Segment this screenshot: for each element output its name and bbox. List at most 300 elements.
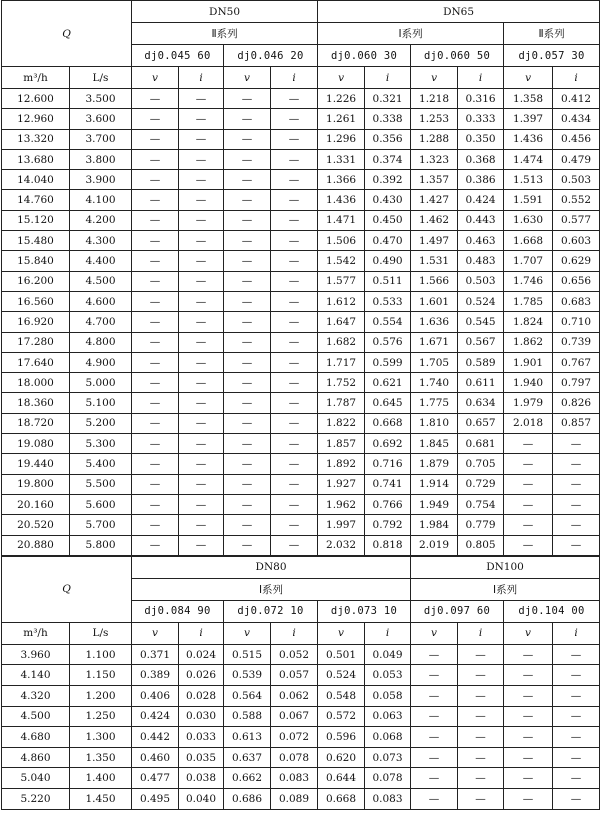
table-cell: 0.083 <box>271 768 318 789</box>
table-cell: 12.960 <box>2 109 70 129</box>
table-cell: 1.879 <box>411 454 458 474</box>
table-cell: 0.068 <box>365 727 411 748</box>
table-cell: 0.083 <box>365 788 411 809</box>
table-cell: 0.035 <box>179 747 224 768</box>
table-cell: 0.576 <box>365 332 411 352</box>
table-cell: — <box>132 494 179 514</box>
table-cell: — <box>179 170 224 190</box>
gradient-label: i <box>553 622 600 644</box>
diameter-label: dj0.104 00 <box>504 600 600 622</box>
table-cell: — <box>132 393 179 413</box>
table-cell: — <box>504 727 553 748</box>
table-cell: — <box>224 535 271 555</box>
table-cell: 0.424 <box>458 190 504 210</box>
table-cell: 0.603 <box>553 231 600 251</box>
table-cell: — <box>271 129 318 149</box>
table-cell: — <box>132 515 179 535</box>
table-row <box>2 231 600 251</box>
table-row <box>2 788 600 809</box>
table-cell: — <box>132 413 179 433</box>
table-row <box>2 474 600 494</box>
table-cell: — <box>504 454 553 474</box>
diameter-label: dj0.072 10 <box>224 600 318 622</box>
table-cell: 1.862 <box>504 332 553 352</box>
table-cell: 0.779 <box>458 515 504 535</box>
table-cell: 20.160 <box>2 494 70 514</box>
table-row <box>2 170 600 190</box>
table-cell: — <box>458 747 504 768</box>
table-cell: — <box>553 788 600 809</box>
diameter-label: dj0.060 30 <box>318 45 411 67</box>
table-cell: 1.577 <box>318 271 365 291</box>
table-cell: 0.656 <box>553 271 600 291</box>
table-cell: 0.539 <box>224 665 271 686</box>
table-cell: — <box>179 231 224 251</box>
table-cell: — <box>553 535 600 555</box>
table-cell: 0.456 <box>553 129 600 149</box>
table-cell: — <box>504 535 553 555</box>
table-cell: 1.775 <box>411 393 458 413</box>
table-cell: — <box>224 231 271 251</box>
table-cell: 0.450 <box>365 210 411 230</box>
table-cell: 0.596 <box>318 727 365 748</box>
table-cell: 1.707 <box>504 251 553 271</box>
table-cell: — <box>271 535 318 555</box>
table-row <box>2 271 600 291</box>
table-cell: — <box>271 210 318 230</box>
diameter-label: dj0.046 20 <box>224 45 318 67</box>
table-cell: 1.462 <box>411 210 458 230</box>
table-cell: 4.140 <box>2 665 70 686</box>
table-row <box>2 312 600 332</box>
table-cell: — <box>271 109 318 129</box>
table-row <box>2 251 600 271</box>
table-cell: 1.949 <box>411 494 458 514</box>
table-cell: 0.024 <box>179 644 224 665</box>
table-cell: — <box>132 89 179 109</box>
table-cell: — <box>179 210 224 230</box>
velocity-label: v <box>504 622 553 644</box>
table-cell: — <box>132 291 179 311</box>
table-cell: 0.053 <box>365 665 411 686</box>
table-cell: 0.477 <box>132 768 179 789</box>
table-body <box>2 89 600 556</box>
table-cell: — <box>458 686 504 707</box>
table-cell: — <box>411 644 458 665</box>
table-cell: — <box>179 129 224 149</box>
table-cell: — <box>224 89 271 109</box>
flow-label: Q <box>2 1 132 67</box>
table-cell: — <box>179 312 224 332</box>
table-cell: 13.320 <box>2 129 70 149</box>
series-label: Ⅰ系列 <box>411 578 600 600</box>
table-cell: — <box>553 515 600 535</box>
table-cell: 0.644 <box>318 768 365 789</box>
table-row <box>2 291 600 311</box>
table-cell: 0.511 <box>365 271 411 291</box>
table-cell: — <box>504 788 553 809</box>
table-cell: — <box>179 251 224 271</box>
table-cell: 1.358 <box>504 89 553 109</box>
table-cell: — <box>132 535 179 555</box>
table-cell: — <box>411 665 458 686</box>
table-cell: — <box>504 768 553 789</box>
table-row <box>2 109 600 129</box>
table-cell: 1.474 <box>504 149 553 169</box>
table-row <box>2 352 600 372</box>
table-cell: 5.220 <box>2 788 70 809</box>
velocity-label: v <box>411 622 458 644</box>
table-cell: 0.716 <box>365 454 411 474</box>
table-cell: 0.406 <box>132 686 179 707</box>
table-cell: 19.800 <box>2 474 70 494</box>
series-label: Ⅱ系列 <box>504 23 600 45</box>
table-row <box>2 665 600 686</box>
table-cell: 1.997 <box>318 515 365 535</box>
table-cell: — <box>179 149 224 169</box>
table-cell: 0.026 <box>179 665 224 686</box>
table-cell: — <box>553 644 600 665</box>
series-label: Ⅰ系列 <box>132 578 411 600</box>
table-cell: 0.078 <box>271 747 318 768</box>
group-dn50: DN50 <box>132 1 318 23</box>
table-row <box>2 434 600 454</box>
table-cell: — <box>504 686 553 707</box>
table-cell: 19.440 <box>2 454 70 474</box>
table-cell: — <box>132 129 179 149</box>
table-cell: 1.100 <box>70 644 132 665</box>
table-cell: — <box>132 149 179 169</box>
table-cell: — <box>553 434 600 454</box>
table-cell: — <box>132 210 179 230</box>
table-cell: 1.822 <box>318 413 365 433</box>
diameter-label: dj0.097 60 <box>411 600 504 622</box>
table-cell: 0.333 <box>458 109 504 129</box>
flow-label: Q <box>2 556 132 622</box>
table-cell: — <box>553 665 600 686</box>
gradient-label: i <box>271 67 318 89</box>
diameter-label: dj0.073 10 <box>318 600 411 622</box>
table-cell: 1.810 <box>411 413 458 433</box>
table-cell: — <box>271 515 318 535</box>
table-cell: 0.479 <box>553 149 600 169</box>
table-row <box>2 190 600 210</box>
table-cell: — <box>179 291 224 311</box>
table-cell: — <box>271 494 318 514</box>
table-row <box>2 727 600 748</box>
table-cell: 1.350 <box>70 747 132 768</box>
table-cell: 5.300 <box>70 434 132 454</box>
table-cell: 1.226 <box>318 89 365 109</box>
table-cell: — <box>271 373 318 393</box>
table-cell: 0.645 <box>365 393 411 413</box>
table-cell: 1.927 <box>318 474 365 494</box>
table-cell: 5.800 <box>70 535 132 555</box>
table-cell: 1.497 <box>411 231 458 251</box>
group-header-row <box>2 1 600 23</box>
table-cell: — <box>458 727 504 748</box>
unit-header-row <box>2 622 600 644</box>
table-cell: 0.620 <box>318 747 365 768</box>
table-cell: 0.338 <box>365 109 411 129</box>
table-cell: — <box>179 190 224 210</box>
gradient-label: i <box>365 622 411 644</box>
table-cell: 0.683 <box>553 291 600 311</box>
table-cell: 0.662 <box>224 768 271 789</box>
table-cell: — <box>179 494 224 514</box>
table-row <box>2 515 600 535</box>
table-cell: 18.000 <box>2 373 70 393</box>
diameter-label: dj0.060 50 <box>411 45 504 67</box>
table-cell: 0.490 <box>365 251 411 271</box>
table-cell: — <box>271 251 318 271</box>
table-cell: — <box>458 644 504 665</box>
table-cell: 18.360 <box>2 393 70 413</box>
gradient-label: i <box>271 622 318 644</box>
table-cell: 0.567 <box>458 332 504 352</box>
diameter-label: dj0.045 60 <box>132 45 224 67</box>
table-cell: 1.218 <box>411 89 458 109</box>
table-cell: 0.668 <box>365 413 411 433</box>
table-cell: — <box>504 515 553 535</box>
table-cell: 1.436 <box>318 190 365 210</box>
table-cell: 1.647 <box>318 312 365 332</box>
table-cell: 0.483 <box>458 251 504 271</box>
table-cell: — <box>224 291 271 311</box>
table-cell: 0.767 <box>553 352 600 372</box>
table-row <box>2 89 600 109</box>
table-cell: — <box>224 494 271 514</box>
table-cell: 1.366 <box>318 170 365 190</box>
table-cell: 0.371 <box>132 644 179 665</box>
table-cell: — <box>179 352 224 372</box>
table-cell: 0.754 <box>458 494 504 514</box>
table-cell: 1.892 <box>318 454 365 474</box>
table-cell: 1.150 <box>70 665 132 686</box>
table-cell: 0.089 <box>271 788 318 809</box>
table-cell: — <box>271 474 318 494</box>
table-cell: 0.621 <box>365 373 411 393</box>
velocity-label: v <box>411 67 458 89</box>
table-cell: 0.058 <box>365 686 411 707</box>
table-cell: 0.548 <box>318 686 365 707</box>
table-cell: — <box>504 474 553 494</box>
table-cell: 1.612 <box>318 291 365 311</box>
table-cell: — <box>132 434 179 454</box>
table-cell: — <box>271 454 318 474</box>
table-cell: 0.442 <box>132 727 179 748</box>
table-cell: 0.577 <box>553 210 600 230</box>
table-cell: 0.062 <box>271 686 318 707</box>
table-cell: 2.019 <box>411 535 458 555</box>
table-cell: — <box>224 170 271 190</box>
table-cell: 17.280 <box>2 332 70 352</box>
table-cell: 0.052 <box>271 644 318 665</box>
table-cell: — <box>271 291 318 311</box>
table-cell: 0.564 <box>224 686 271 707</box>
table-cell: 0.826 <box>553 393 600 413</box>
table-cell: — <box>132 231 179 251</box>
table-cell: — <box>132 332 179 352</box>
table-cell: — <box>224 149 271 169</box>
table-cell: 4.900 <box>70 352 132 372</box>
table-cell: 0.710 <box>553 312 600 332</box>
table-cell: — <box>179 535 224 555</box>
table-cell: 0.589 <box>458 352 504 372</box>
table-cell: 0.412 <box>553 89 600 109</box>
table-row <box>2 747 600 768</box>
table-cell: 4.680 <box>2 727 70 748</box>
table-cell: 3.800 <box>70 149 132 169</box>
table-row <box>2 149 600 169</box>
table-cell: 1.824 <box>504 312 553 332</box>
table-cell: — <box>132 251 179 271</box>
table-cell: 0.424 <box>132 706 179 727</box>
table-cell: 0.766 <box>365 494 411 514</box>
table-cell: 1.901 <box>504 352 553 372</box>
table-cell: — <box>553 686 600 707</box>
table-cell: — <box>271 312 318 332</box>
table-cell: 3.900 <box>70 170 132 190</box>
table-cell: 20.880 <box>2 535 70 555</box>
table-cell: — <box>224 271 271 291</box>
table-cell: 5.700 <box>70 515 132 535</box>
table-cell: 1.914 <box>411 474 458 494</box>
table-cell: 0.545 <box>458 312 504 332</box>
table-cell: 1.261 <box>318 109 365 129</box>
table-cell: — <box>458 665 504 686</box>
table-cell: 4.700 <box>70 312 132 332</box>
table-cell: 1.200 <box>70 686 132 707</box>
table-cell: 0.067 <box>271 706 318 727</box>
table-cell: — <box>179 89 224 109</box>
table-cell: 4.600 <box>70 291 132 311</box>
table-cell: 1.940 <box>504 373 553 393</box>
table-cell: 1.857 <box>318 434 365 454</box>
unit-m3h: m³/h <box>2 622 70 644</box>
table-cell: — <box>504 434 553 454</box>
table-cell: 4.100 <box>70 190 132 210</box>
table-cell: — <box>271 271 318 291</box>
table-cell: — <box>224 312 271 332</box>
table-cell: — <box>271 170 318 190</box>
table-cell: 5.100 <box>70 393 132 413</box>
table-cell: 1.397 <box>504 109 553 129</box>
table-cell: 0.629 <box>553 251 600 271</box>
table-cell: — <box>224 332 271 352</box>
table-cell: — <box>504 665 553 686</box>
table-cell: — <box>458 706 504 727</box>
table-cell: 0.495 <box>132 788 179 809</box>
table-cell: — <box>132 271 179 291</box>
table-cell: — <box>224 454 271 474</box>
table-cell: — <box>179 515 224 535</box>
table-cell: 14.760 <box>2 190 70 210</box>
table-cell: — <box>224 129 271 149</box>
table-row <box>2 644 600 665</box>
table-cell: 3.960 <box>2 644 70 665</box>
table-row <box>2 686 600 707</box>
table-row <box>2 413 600 433</box>
table-cell: 15.480 <box>2 231 70 251</box>
unit-m3h: m³/h <box>2 67 70 89</box>
table-cell: 16.200 <box>2 271 70 291</box>
diameter-label: dj0.084 90 <box>132 600 224 622</box>
table-cell: — <box>132 454 179 474</box>
table-cell: 4.320 <box>2 686 70 707</box>
table-row <box>2 210 600 230</box>
table-cell: 1.400 <box>70 768 132 789</box>
table-cell: — <box>179 373 224 393</box>
gradient-label: i <box>458 622 504 644</box>
table-cell: 1.752 <box>318 373 365 393</box>
table-cell: — <box>504 706 553 727</box>
table-cell: 1.288 <box>411 129 458 149</box>
table-cell: 0.392 <box>365 170 411 190</box>
table-cell: — <box>271 149 318 169</box>
table-cell: — <box>271 332 318 352</box>
table-cell: 0.729 <box>458 474 504 494</box>
table-cell: 0.705 <box>458 454 504 474</box>
table-cell: 3.600 <box>70 109 132 129</box>
gradient-label: i <box>365 67 411 89</box>
table-cell: 4.800 <box>70 332 132 352</box>
table-cell: 1.740 <box>411 373 458 393</box>
table-cell: — <box>553 706 600 727</box>
table-cell: — <box>224 373 271 393</box>
table-cell: 19.080 <box>2 434 70 454</box>
table-cell: — <box>553 494 600 514</box>
table-cell: 4.300 <box>70 231 132 251</box>
table-cell: 1.253 <box>411 109 458 129</box>
table-cell: — <box>224 413 271 433</box>
table-cell: — <box>411 747 458 768</box>
table-cell: — <box>553 454 600 474</box>
table-cell: 1.962 <box>318 494 365 514</box>
table-cell: 1.542 <box>318 251 365 271</box>
velocity-label: v <box>224 67 271 89</box>
table-cell: 0.356 <box>365 129 411 149</box>
table-cell: 0.613 <box>224 727 271 748</box>
table-cell: 0.443 <box>458 210 504 230</box>
table-cell: — <box>179 454 224 474</box>
table-cell: 0.434 <box>553 109 600 129</box>
table-cell: 1.682 <box>318 332 365 352</box>
table-cell: 1.531 <box>411 251 458 271</box>
table-cell: 1.506 <box>318 231 365 251</box>
table-cell: 0.503 <box>458 271 504 291</box>
table-cell: — <box>224 109 271 129</box>
table-cell: 5.000 <box>70 373 132 393</box>
table-cell: 5.600 <box>70 494 132 514</box>
table-cell: 0.739 <box>553 332 600 352</box>
table-cell: 0.038 <box>179 768 224 789</box>
table-body <box>2 644 600 809</box>
unit-ls: L/s <box>70 67 132 89</box>
table-cell: 1.436 <box>504 129 553 149</box>
group-dn100: DN100 <box>411 556 600 578</box>
table-cell: 1.984 <box>411 515 458 535</box>
table-cell: 0.692 <box>365 434 411 454</box>
table-cell: — <box>224 190 271 210</box>
gradient-label: i <box>553 67 600 89</box>
table-cell: 14.040 <box>2 170 70 190</box>
table-cell: 0.078 <box>365 768 411 789</box>
table-cell: 1.671 <box>411 332 458 352</box>
table-cell: 18.720 <box>2 413 70 433</box>
table-cell: — <box>224 474 271 494</box>
table-cell: 0.460 <box>132 747 179 768</box>
